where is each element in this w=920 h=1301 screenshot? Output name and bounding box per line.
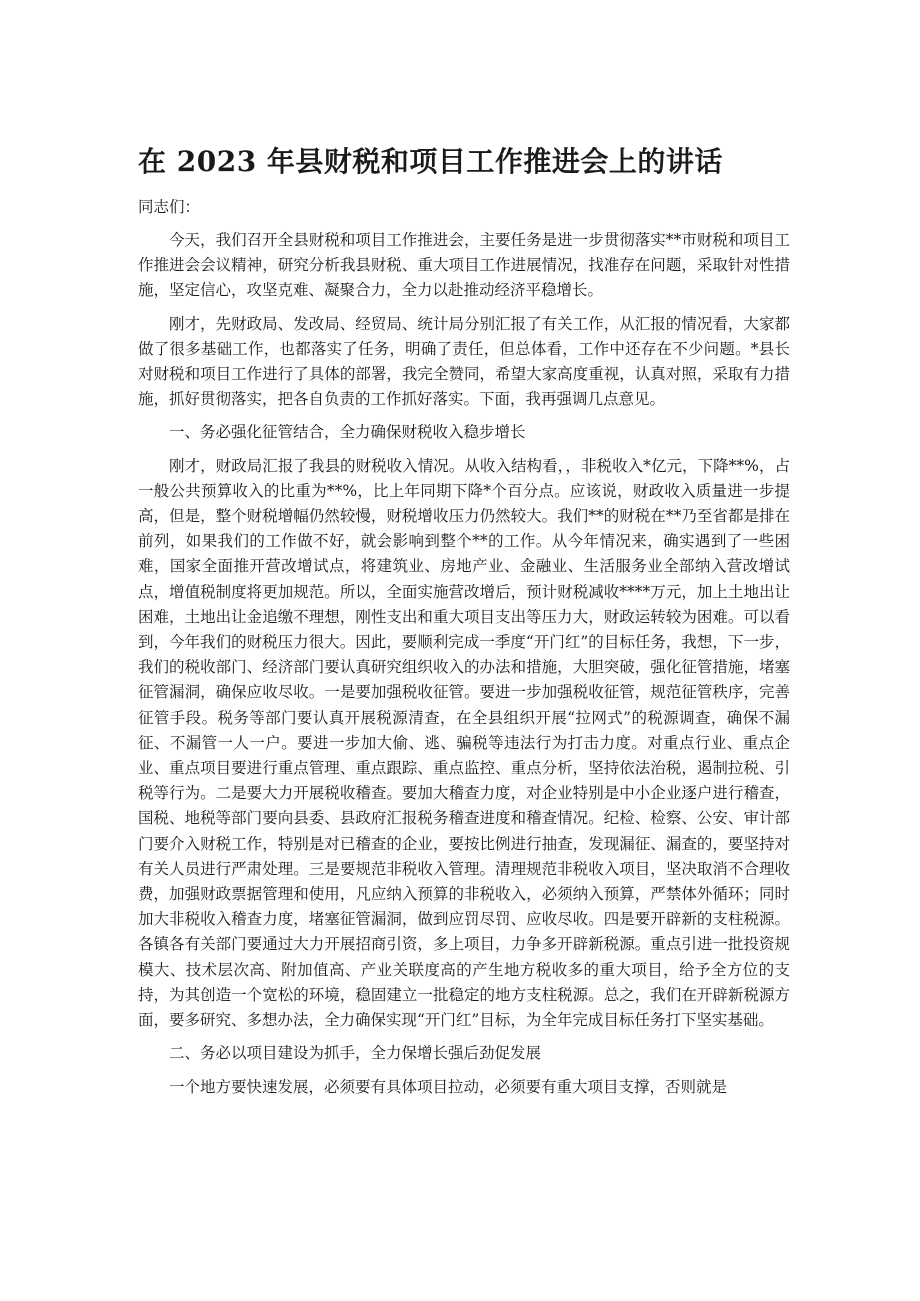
document-title: 在 2023 年县财税和项目工作推进会上的讲话: [138, 145, 723, 178]
section-2-heading: 二、务必以项目建设为抓手，全力保增长强后劲促发展: [169, 1044, 542, 1063]
summary-paragraph: 刚才，先财政局、发改局、经贸局、统计局分别汇报了有关工作，从汇报的情况看，大家都做了很多基础工作，也都落实了任务，明确了责任，但总体看，工作中还存在不少问题。*县长对财税和项目工作进行了具体的部署，我完全赞同，希望大家高度重视，认真对照，采取有力措施，抓好贯彻落实，把各自负责的工作抓好落实。下面，我再强调几点意见。: [138, 314, 790, 409]
intro-paragraph: 今天，我们召开全县财税和项目工作推进会，主要任务是进一步贯彻落实**市财税和项目工作推进会会议精神，研究分析我县财税、重大项目工作进展情况，找准存在问题，采取针对性措施，坚定信心，攻坚克难、凝聚合力，全力以赴推动经济平稳增长。: [138, 231, 790, 300]
section-2-paragraph: 一个地方要快速发展，必须要有具体项目拉动，必须要有重大项目支撑，否则就是: [169, 1077, 728, 1096]
section-1-heading: 一、务必强化征管结合，全力确保财税收入稳步增长: [169, 423, 526, 442]
section-1-paragraph: 刚才，财政局汇报了我县的财税收入情况。从收入结构看，，非税收入*亿元，下降**%，占一般公共预算收入的比重为**%，比上年同期下降*个百分点。应该说，财政收入质量进一步提高，但是，整个财税增幅仍然较慢，财税增收压力仍然较大。我们**的财税在**乃至省都是排在前列，如果我们的工作做不好，就会影响到整个**的工作。从今年情况来，确实遇到了一些困难，国家全面推开营改增试点，将建筑业、房地产业、金融业、生活服务业全部纳入营改增试点，增值税制度将更加规范。所以，全面实施营改增后，预计财税减收****万元，加上土地出让困难，土地出让金追缴不理想，刚性支出和重大项目支出等压力大，财政运转较为困难。可以看到，今年我们的财税压力很大。因此，要顺利完成一季度“开门红”的目标任务，我想，下一步，我们的税收部门、经济部门要认真研究组织收入的办法和措施，大胆突破，强化征管措施，堵塞征管漏洞，确保应收尽收。一是要加强税收征管。要进一步加强税收征管，规范征管秩序，完善征管手段。税务等部门要认真开展税源清查，在全县组织开展“拉网式”的税源调查，确保不漏征、不漏管一人一户。要进一步加大偷、逃、骗税等违法行为打击力度。对重点行业、重点企业、重点项目要进行重点管理、重点跟踪、重点监控、重点分析，坚持依法治税，遏制拉税、引税等行为。二是要大力开展税收稽查。要加大稽查力度，对企业特别是中小企业逐户进行稽查，国税、地税等部门要向县委、县政府汇报税务稽查进度和稽查情况。纪检、检察、公安、审计部门要介入财税工作，特别是对已稽查的企业，要按比例进行抽查，发现漏征、漏查的，要坚持对有关人员进行严肃处理。三是要规范非税收入管理。清理规范非税收入项目，坚决取消不合理收费，加强财政票据管理和使用，凡应纳入预算的非税收入，必须纳入预算，严禁体外循环；同时加大非税收入稽查力度，堵塞征管漏洞，做到应罚尽罚、应收尽收。四是要开辟新的支柱税源。各镇各有关部门要通过大力开展招商引资，多上项目，力争多开辟新税源。重点引进一批投资规模大、技术层次高、附加值高、产业关联度高的产生地方税收多的重大项目，给予全方位的支持，为其创造一个宽松的环境，稳固建立一批稳定的地方支柱税源。总之，我们在开辟新税源方面，要多研究、多想办法，全力确保实现“开门红”目标，为全年完成目标任务打下坚实基础。: [138, 456, 790, 1030]
salutation: 同志们：: [138, 198, 201, 216]
document-body: [138, 228, 790, 1108]
